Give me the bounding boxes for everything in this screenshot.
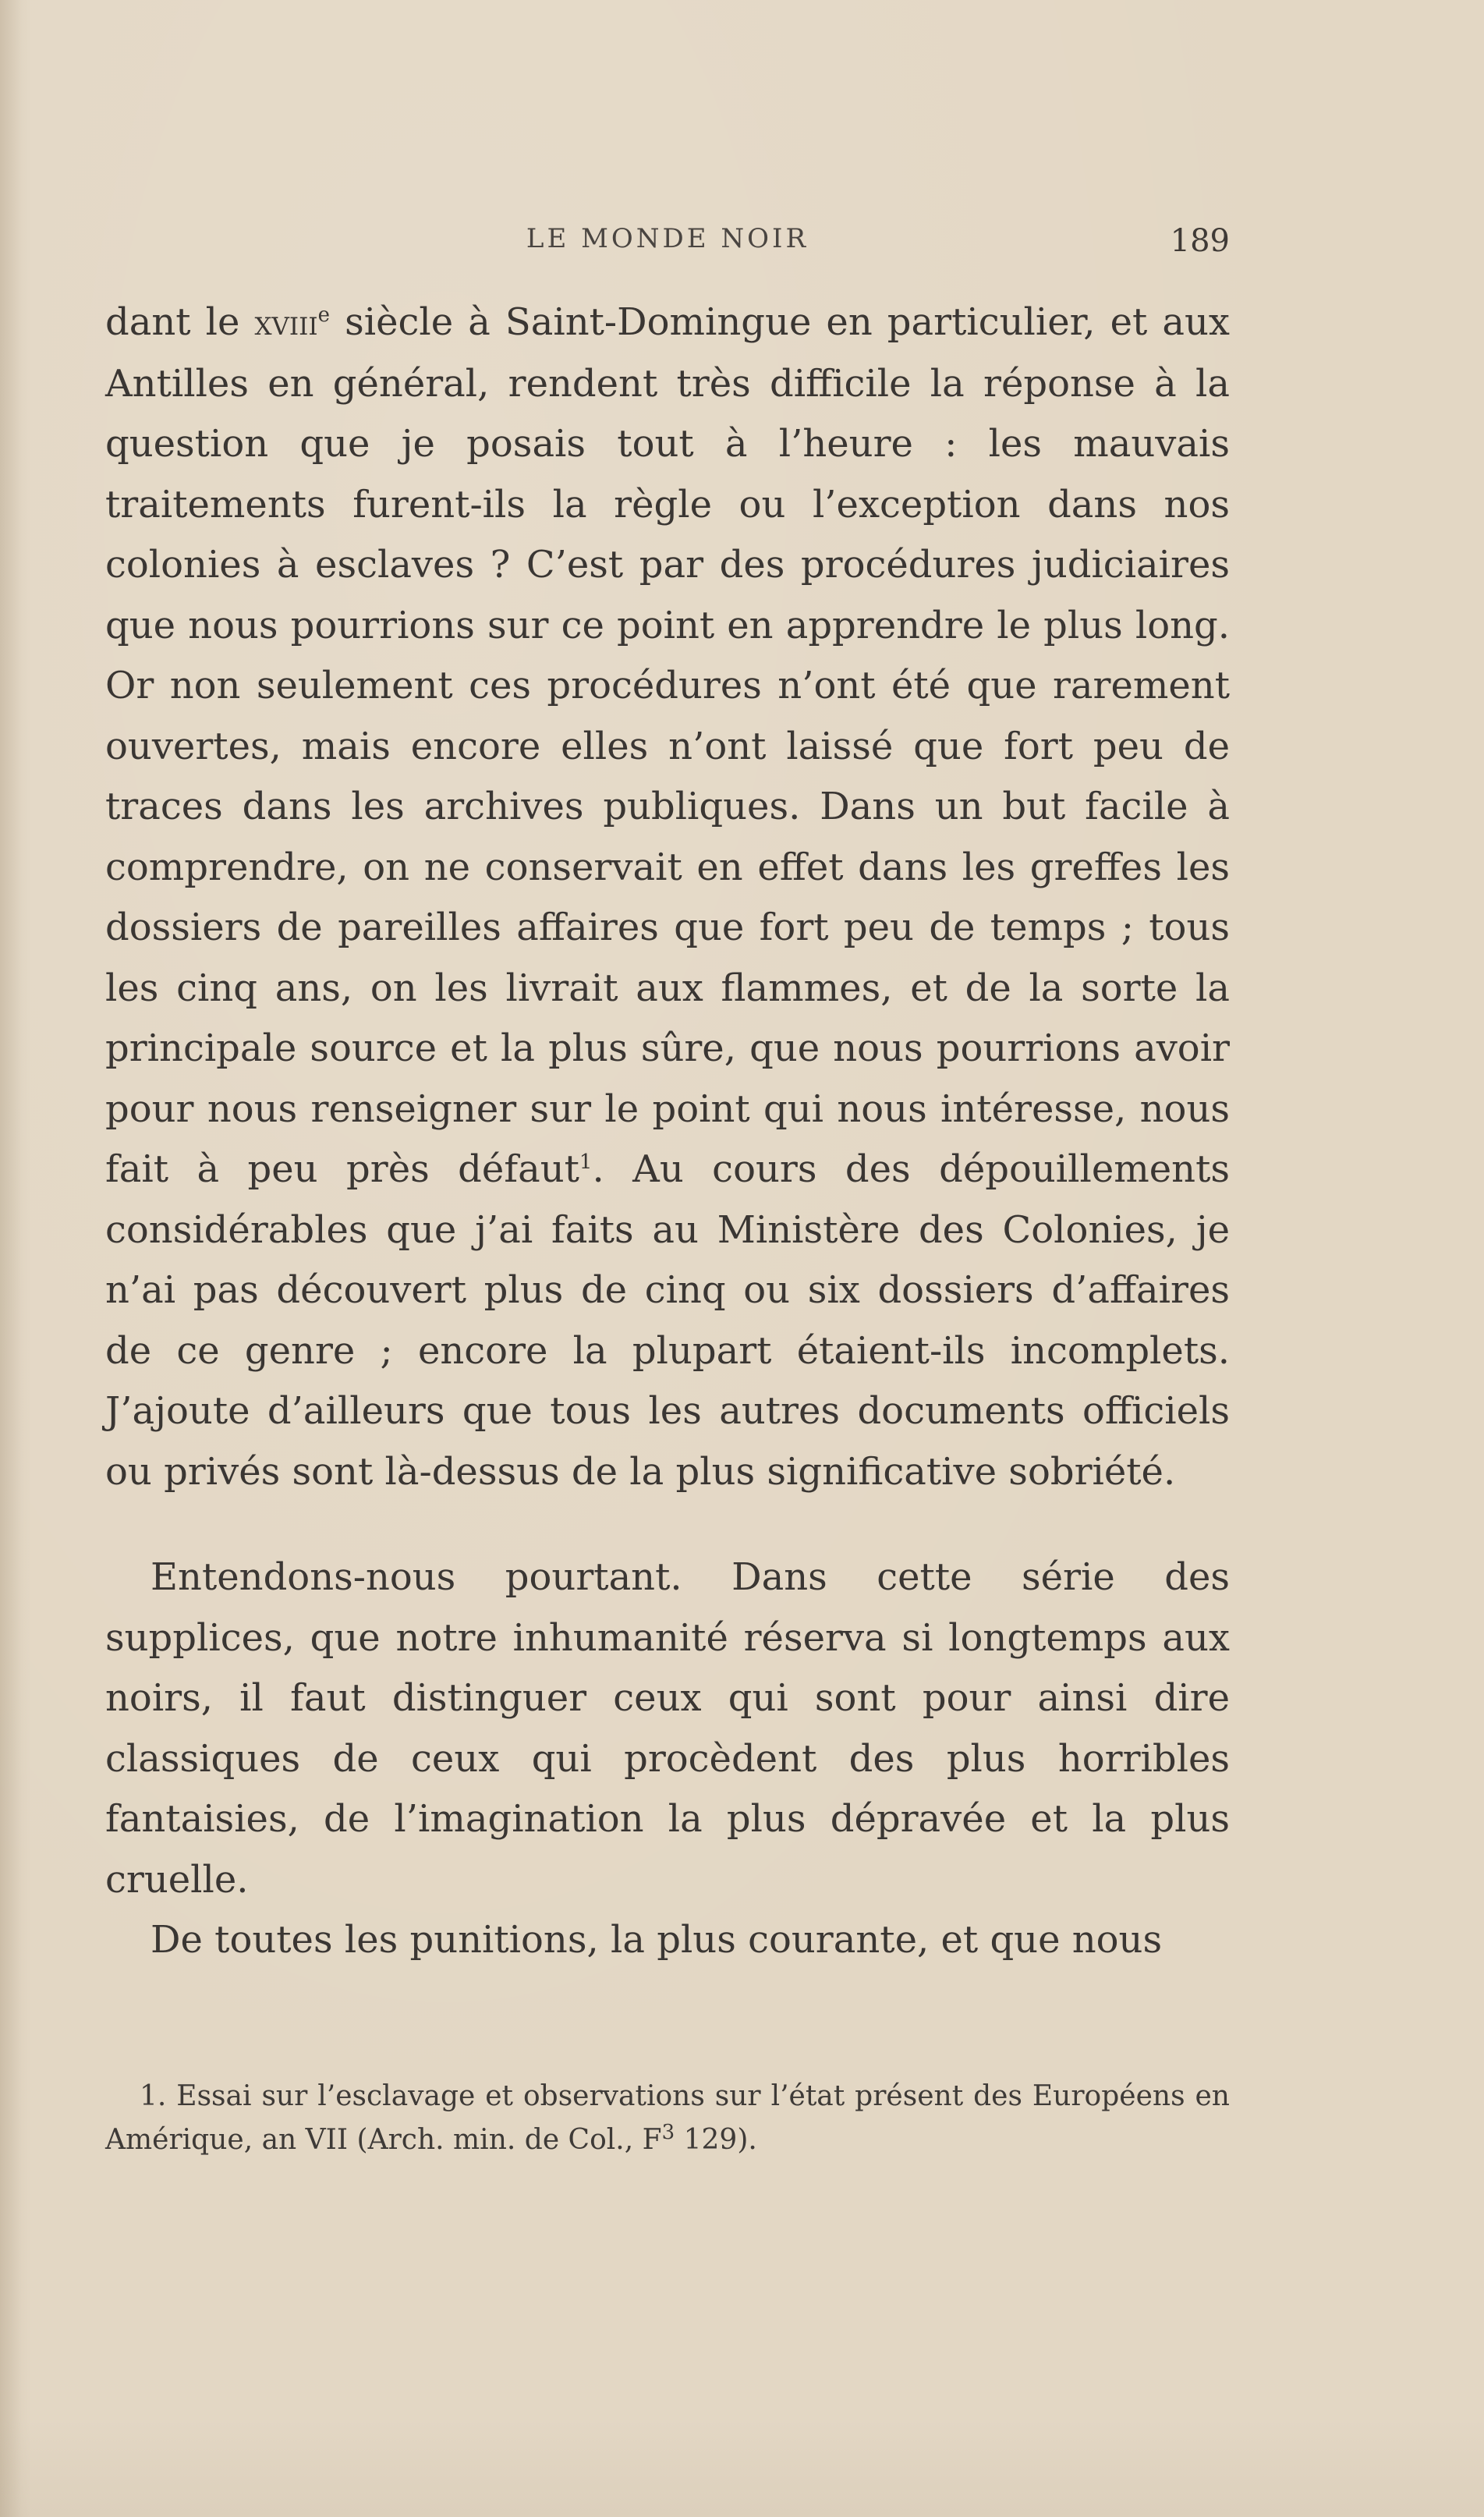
paragraph-1-text-b: . Au cours des dépouillements considérables que j’ai faits au Ministère des Colonies, je n’ai pas découvert plus de cinq ou six dossiers d’affaires de ce genre ; encore la plupart étaient-ils incomplets. J’ajoute d’ailleurs que tous les autres documents officiels ou privés sont là-dessus de la plus significative sobriété. (105, 1147, 1230, 1494)
body-text (105, 292, 1230, 1971)
running-head (105, 223, 1230, 261)
footnote-1-superscript: 3 (661, 2121, 675, 2144)
running-title: LE MONDE NOIR (526, 223, 809, 254)
century-numeral: xviii (254, 303, 318, 343)
footnote-1-text-b: 129). (675, 2124, 757, 2156)
footnote-1-mark: 1. (140, 2080, 167, 2112)
paragraph-2: Entendons-nous pourtant. Dans cette série des supplices, que notre inhumanité réserva si longtemps aux noirs, il faut distinguer ceux qui sont pour ainsi dire classiques de ceux qui procèdent des plus horribles fantaisies, de l’imagination la plus dépravée et la plus cruelle. (105, 1555, 1230, 1902)
paragraph-3: De toutes les punitions, la plus courante, et que nous (151, 1918, 1163, 1962)
paragraph-1 (105, 292, 1230, 1502)
footnote-1-text-a: Essai sur l’esclavage et observations sur l’état présent des Européens en Amérique, an VII (Arch. min. de Col., F (105, 2080, 1230, 2156)
paragraph-1-start: dant le (105, 300, 255, 344)
footnote-1 (105, 2075, 1230, 2162)
footnote-reference: 1 (579, 1150, 593, 1174)
century-superscript: e (317, 303, 331, 327)
footnotes (105, 2075, 1230, 2162)
page-edge-shadow (0, 0, 22, 2517)
paragraph-1-text-a: siècle à Saint-Domingue en particulier, et aux Antilles en général, rendent très difficile la réponse à la question que je posais tout à l’heure : les mauvais traitements furent-ils la règle ou l’exception dans nos colonies à esclaves ? C’est par des procédures judiciaires que nous pourrions sur ce point en apprendre le plus long. Or non seulement ces procédures n’ont été que rarement ouvertes, mais encore elles n’ont laissé que fort peu de traces dans les archives publiques. Dans un but facile à comprendre, on ne conservait en effet dans les greffes les dossiers de pareilles affaires que fort peu de temps ; tous les cinq ans, on les livrait aux flammes, et de la sorte la principale source et la plus sûre, que nous pourrions avoir pour nous renseigner sur le point qui nous intéresse, nous fait à peu près défaut (105, 300, 1230, 1191)
page-number: 189 (1170, 223, 1230, 259)
